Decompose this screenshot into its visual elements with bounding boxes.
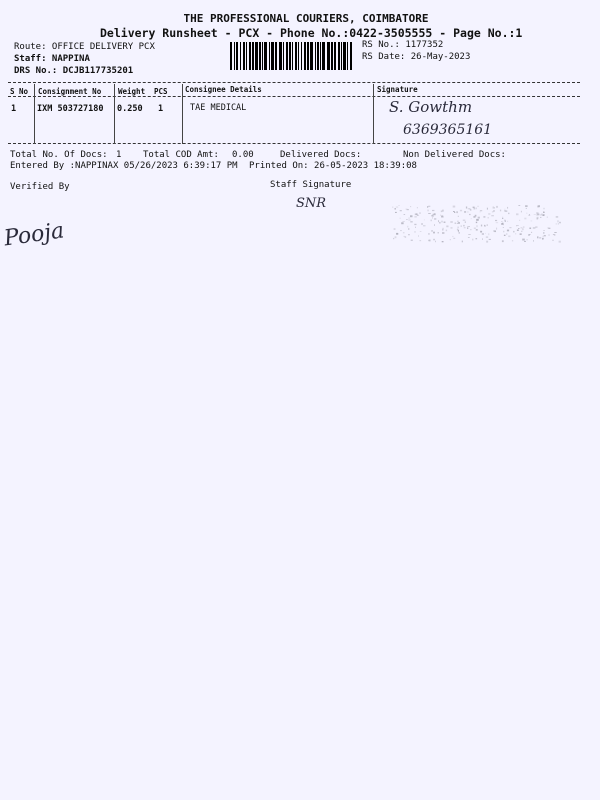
verifier-sign-text: Pooja	[2, 218, 66, 252]
staff-sign-text: SNR	[296, 196, 327, 211]
col-header-sno: S No	[10, 87, 29, 96]
col-header-weight: Weight	[118, 87, 146, 96]
cell-sno: 1	[11, 104, 17, 114]
cell-consignment-no: IXM 503727180	[37, 104, 104, 114]
drs-number: DRS No.: DCJB117735201	[14, 66, 134, 76]
verified-by-label: Verified By	[10, 182, 70, 192]
col-divider	[373, 84, 374, 144]
table-bottom-rule	[8, 143, 580, 144]
barcode	[230, 42, 352, 70]
entered-by: Entered By :NAPPINAX 05/26/2023 6:39:17 PM	[10, 161, 238, 171]
staff-signature-label: Staff Signature	[270, 180, 352, 190]
rs-number: RS No.: 1177352	[362, 40, 444, 50]
col-divider	[34, 84, 35, 144]
route-label: Route: OFFICE DELIVERY PCX	[14, 42, 155, 52]
faded-stamp	[392, 205, 562, 243]
cell-pcs: 1	[158, 104, 164, 114]
delivered-docs-label: Delivered Docs:	[280, 150, 362, 160]
staff-signature-mark	[294, 191, 344, 213]
col-header-signature: Signature	[377, 85, 418, 94]
col-header-consignee: Consignee Details	[185, 85, 262, 94]
receiver-signature	[385, 96, 500, 142]
verifier-signature	[0, 206, 80, 256]
col-header-pcs: PCS	[154, 87, 168, 96]
runsheet-subtitle: Delivery Runsheet - PCX - Phone No.:0422-3505555 - Page No.:1	[100, 26, 523, 40]
rs-date: RS Date: 26-May-2023	[362, 52, 471, 62]
non-delivered-docs-label: Non Delivered Docs:	[403, 150, 506, 160]
cell-weight: 0.250	[117, 104, 143, 114]
cell-consignee: TAE MEDICAL	[190, 103, 247, 113]
col-header-consignment: Consignment No	[38, 87, 102, 96]
col-divider	[182, 84, 183, 144]
total-cod-label: Total COD Amt:	[143, 150, 219, 160]
staff-label: Staff: NAPPINA	[14, 54, 90, 64]
signature-name: S. Gowthm	[389, 98, 473, 116]
total-cod-value: 0.00	[232, 150, 254, 160]
printed-on: Printed On: 26-05-2023 18:39:08	[249, 161, 417, 171]
col-divider	[114, 84, 115, 144]
table-top-rule	[8, 82, 580, 83]
total-docs-label: Total No. Of Docs:	[10, 150, 108, 160]
signature-phone: 6369365161	[403, 122, 493, 138]
total-docs-value: 1	[116, 150, 122, 160]
company-title: THE PROFESSIONAL COURIERS, COIMBATORE	[183, 12, 429, 25]
